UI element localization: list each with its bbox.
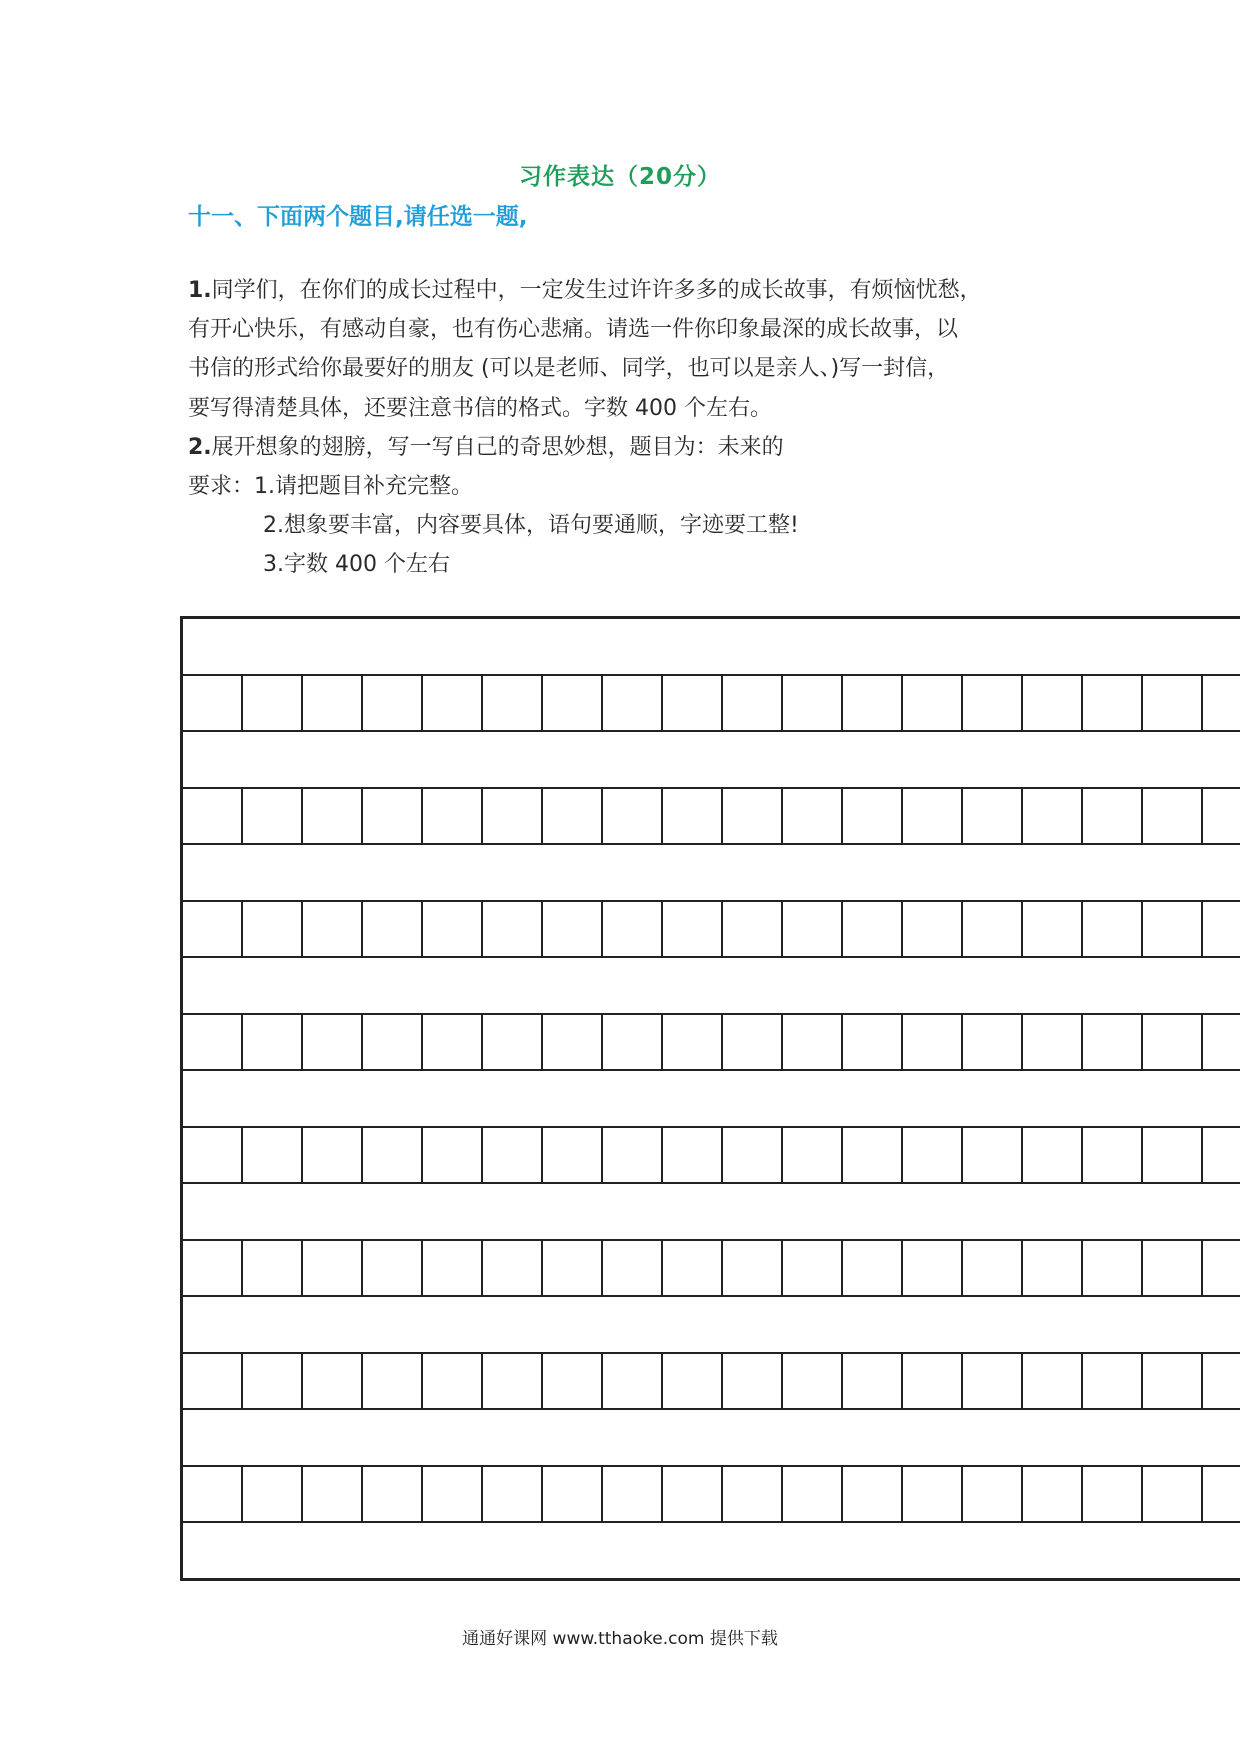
writing-cell[interactable] bbox=[1143, 1467, 1203, 1521]
writing-cell[interactable] bbox=[1023, 902, 1083, 956]
grid-cell-row bbox=[183, 787, 1240, 845]
essay-prompt bbox=[188, 271, 1068, 585]
section-title: 习作表达（20分） bbox=[518, 164, 721, 190]
writing-cell[interactable] bbox=[663, 1015, 723, 1069]
writing-cell[interactable] bbox=[423, 1015, 483, 1069]
writing-cell[interactable] bbox=[243, 1241, 303, 1295]
writing-cell[interactable] bbox=[783, 789, 843, 843]
writing-grid bbox=[180, 616, 1240, 1581]
writing-cell[interactable] bbox=[1203, 676, 1240, 730]
writing-cell[interactable] bbox=[603, 676, 663, 730]
writing-cell[interactable] bbox=[483, 1015, 543, 1069]
writing-cell[interactable] bbox=[1203, 1128, 1240, 1182]
grid-cell-row bbox=[183, 1013, 1240, 1071]
writing-cell[interactable] bbox=[663, 902, 723, 956]
writing-cell[interactable] bbox=[843, 1128, 903, 1182]
writing-cell[interactable] bbox=[723, 902, 783, 956]
writing-cell[interactable] bbox=[483, 676, 543, 730]
grid-cell-row bbox=[183, 1352, 1240, 1410]
writing-cell[interactable] bbox=[1023, 1015, 1083, 1069]
writing-cell[interactable] bbox=[1083, 902, 1143, 956]
option1-line-1: 1.同学们，在你们的成长过程中，一定发生过许许多多的成长故事，有烦恼忧愁， bbox=[188, 278, 982, 303]
writing-cell[interactable] bbox=[903, 1015, 963, 1069]
writing-cell[interactable] bbox=[603, 789, 663, 843]
writing-cell[interactable] bbox=[1143, 1354, 1203, 1408]
grid-cell-row bbox=[183, 1239, 1240, 1297]
writing-cell[interactable] bbox=[663, 1467, 723, 1521]
grid-cell-row bbox=[183, 900, 1240, 958]
writing-cell[interactable] bbox=[963, 676, 1023, 730]
writing-cell[interactable] bbox=[543, 1467, 603, 1521]
writing-cell[interactable] bbox=[783, 1354, 843, 1408]
writing-cell[interactable] bbox=[723, 1467, 783, 1521]
writing-cell[interactable] bbox=[663, 789, 723, 843]
writing-cell[interactable] bbox=[603, 902, 663, 956]
option2-number: 2. bbox=[188, 434, 212, 460]
writing-cell[interactable] bbox=[303, 1241, 363, 1295]
writing-cell[interactable] bbox=[1143, 902, 1203, 956]
writing-cell[interactable] bbox=[483, 902, 543, 956]
writing-cell[interactable] bbox=[1023, 1128, 1083, 1182]
grid-cell-row bbox=[183, 1126, 1240, 1184]
writing-cell[interactable] bbox=[243, 1354, 303, 1408]
writing-cell[interactable] bbox=[1083, 1241, 1143, 1295]
writing-cell[interactable] bbox=[543, 789, 603, 843]
footer-credit: 通通好课网 www.tthaoke.com 提供下载 bbox=[462, 1629, 778, 1649]
writing-cell[interactable] bbox=[723, 1241, 783, 1295]
writing-cell[interactable] bbox=[783, 1128, 843, 1182]
writing-cell[interactable] bbox=[843, 1241, 903, 1295]
writing-cell[interactable] bbox=[603, 1354, 663, 1408]
writing-cell[interactable] bbox=[543, 1015, 603, 1069]
writing-cell[interactable] bbox=[723, 1015, 783, 1069]
option1-line-2: 有开心快乐，有感动自豪，也有伤心悲痛。请选一件你印象最深的成长故事，以 bbox=[188, 317, 959, 343]
writing-cell[interactable] bbox=[363, 1241, 423, 1295]
option1-line-4: 要写得清楚具体，还要注意书信的格式。字数 400 个左右。 bbox=[188, 395, 772, 421]
writing-cell[interactable] bbox=[1203, 1467, 1240, 1521]
writing-cell[interactable] bbox=[963, 1015, 1023, 1069]
writing-cell[interactable] bbox=[783, 1241, 843, 1295]
writing-cell[interactable] bbox=[723, 676, 783, 730]
writing-cell[interactable] bbox=[843, 1015, 903, 1069]
writing-cell[interactable] bbox=[1203, 1241, 1240, 1295]
writing-cell[interactable] bbox=[483, 1467, 543, 1521]
writing-cell[interactable] bbox=[483, 1354, 543, 1408]
writing-cell[interactable] bbox=[423, 1128, 483, 1182]
writing-cell[interactable] bbox=[1143, 1015, 1203, 1069]
writing-cell[interactable] bbox=[843, 789, 903, 843]
writing-cell[interactable] bbox=[1143, 789, 1203, 843]
writing-cell[interactable] bbox=[423, 676, 483, 730]
writing-cell[interactable] bbox=[963, 1467, 1023, 1521]
writing-cell[interactable] bbox=[243, 1128, 303, 1182]
writing-cell[interactable] bbox=[243, 1467, 303, 1521]
writing-cell[interactable] bbox=[303, 789, 363, 843]
grid-spacer-row bbox=[183, 1297, 1240, 1352]
writing-cell[interactable] bbox=[663, 1128, 723, 1182]
grid-spacer-row bbox=[183, 732, 1240, 787]
writing-cell[interactable] bbox=[363, 902, 423, 956]
writing-cell[interactable] bbox=[423, 1467, 483, 1521]
option1-number: 1. bbox=[188, 278, 212, 303]
writing-cell[interactable] bbox=[903, 1241, 963, 1295]
writing-cell[interactable] bbox=[183, 902, 243, 956]
option2-line: 2.展开想象的翅膀，写一写自己的奇思妙想，题目为：未来的 bbox=[188, 434, 784, 460]
writing-cell[interactable] bbox=[183, 1467, 243, 1521]
writing-cell[interactable] bbox=[1083, 1128, 1143, 1182]
writing-cell[interactable] bbox=[363, 1015, 423, 1069]
requirement-3: 3.字数 400 个左右 bbox=[263, 552, 450, 578]
writing-cell[interactable] bbox=[843, 1467, 903, 1521]
writing-cell[interactable] bbox=[1083, 1015, 1143, 1069]
writing-cell[interactable] bbox=[603, 1241, 663, 1295]
writing-cell[interactable] bbox=[243, 902, 303, 956]
writing-cell[interactable] bbox=[423, 902, 483, 956]
writing-cell[interactable] bbox=[843, 902, 903, 956]
writing-cell[interactable] bbox=[363, 676, 423, 730]
writing-cell[interactable] bbox=[303, 902, 363, 956]
writing-cell[interactable] bbox=[843, 1354, 903, 1408]
writing-cell[interactable] bbox=[303, 1467, 363, 1521]
writing-cell[interactable] bbox=[363, 789, 423, 843]
writing-cell[interactable] bbox=[183, 1241, 243, 1295]
writing-cell[interactable] bbox=[423, 1354, 483, 1408]
writing-cell[interactable] bbox=[363, 1128, 423, 1182]
grid-spacer-row bbox=[183, 958, 1240, 1013]
writing-cell[interactable] bbox=[423, 789, 483, 843]
writing-cell[interactable] bbox=[1143, 1241, 1203, 1295]
grid-spacer-row bbox=[183, 1523, 1240, 1578]
writing-cell[interactable] bbox=[903, 1354, 963, 1408]
writing-cell[interactable] bbox=[423, 1241, 483, 1295]
question-heading: 十一、下面两个题目,请任选一题, bbox=[188, 204, 528, 230]
writing-cell[interactable] bbox=[1203, 1015, 1240, 1069]
writing-cell[interactable] bbox=[963, 1354, 1023, 1408]
writing-cell[interactable] bbox=[363, 1467, 423, 1521]
writing-cell[interactable] bbox=[243, 789, 303, 843]
writing-cell[interactable] bbox=[1203, 902, 1240, 956]
writing-cell[interactable] bbox=[1143, 1128, 1203, 1182]
requirement-1: 要求：1.请把题目补充完整。 bbox=[188, 474, 474, 500]
writing-cell[interactable] bbox=[303, 1015, 363, 1069]
grid-spacer-row bbox=[183, 845, 1240, 900]
writing-cell[interactable] bbox=[783, 676, 843, 730]
writing-cell[interactable] bbox=[1023, 789, 1083, 843]
writing-cell[interactable] bbox=[1023, 1354, 1083, 1408]
writing-cell[interactable] bbox=[963, 1128, 1023, 1182]
writing-cell[interactable] bbox=[183, 676, 243, 730]
writing-cell[interactable] bbox=[783, 902, 843, 956]
writing-cell[interactable] bbox=[543, 902, 603, 956]
writing-cell[interactable] bbox=[243, 1015, 303, 1069]
writing-cell[interactable] bbox=[1083, 676, 1143, 730]
writing-cell[interactable] bbox=[903, 1128, 963, 1182]
writing-cell[interactable] bbox=[303, 1354, 363, 1408]
grid-cell-row bbox=[183, 674, 1240, 732]
grid-spacer-row bbox=[183, 619, 1240, 674]
writing-cell[interactable] bbox=[843, 676, 903, 730]
writing-cell[interactable] bbox=[363, 1354, 423, 1408]
writing-cell[interactable] bbox=[903, 676, 963, 730]
writing-cell[interactable] bbox=[1083, 1354, 1143, 1408]
option1-line-3: 书信的形式给你最要好的朋友 (可以是老师、同学，也可以是亲人、)写一封信， bbox=[188, 356, 950, 382]
writing-cell[interactable] bbox=[963, 789, 1023, 843]
writing-cell[interactable] bbox=[963, 902, 1023, 956]
writing-cell[interactable] bbox=[483, 789, 543, 843]
writing-cell[interactable] bbox=[723, 1354, 783, 1408]
grid-spacer-row bbox=[183, 1410, 1240, 1465]
writing-cell[interactable] bbox=[783, 1015, 843, 1069]
writing-cell[interactable] bbox=[1083, 1467, 1143, 1521]
requirement-2: 2.想象要丰富，内容要具体，语句要通顺，字迹要工整! bbox=[263, 513, 799, 539]
grid-cell-row bbox=[183, 1465, 1240, 1523]
grid-spacer-row bbox=[183, 1071, 1240, 1126]
writing-cell[interactable] bbox=[183, 1128, 243, 1182]
writing-cell[interactable] bbox=[243, 676, 303, 730]
writing-cell[interactable] bbox=[483, 1241, 543, 1295]
writing-cell[interactable] bbox=[1083, 789, 1143, 843]
writing-cell[interactable] bbox=[543, 1241, 603, 1295]
writing-cell[interactable] bbox=[903, 1467, 963, 1521]
writing-cell[interactable] bbox=[723, 789, 783, 843]
writing-cell[interactable] bbox=[183, 1354, 243, 1408]
writing-cell[interactable] bbox=[663, 1354, 723, 1408]
writing-cell[interactable] bbox=[903, 902, 963, 956]
writing-cell[interactable] bbox=[603, 1015, 663, 1069]
writing-cell[interactable] bbox=[303, 1128, 363, 1182]
writing-cell[interactable] bbox=[603, 1467, 663, 1521]
writing-cell[interactable] bbox=[783, 1467, 843, 1521]
writing-cell[interactable] bbox=[603, 1128, 663, 1182]
writing-cell[interactable] bbox=[723, 1128, 783, 1182]
writing-cell[interactable] bbox=[663, 676, 723, 730]
writing-cell[interactable] bbox=[1143, 676, 1203, 730]
writing-cell[interactable] bbox=[1203, 1354, 1240, 1408]
writing-cell[interactable] bbox=[1023, 1467, 1083, 1521]
writing-cell[interactable] bbox=[1023, 1241, 1083, 1295]
writing-cell[interactable] bbox=[663, 1241, 723, 1295]
writing-cell[interactable] bbox=[903, 789, 963, 843]
requirements-label: 要求： bbox=[188, 474, 255, 500]
writing-cell[interactable] bbox=[483, 1128, 543, 1182]
writing-cell[interactable] bbox=[183, 1015, 243, 1069]
writing-cell[interactable] bbox=[183, 789, 243, 843]
writing-cell[interactable] bbox=[963, 1241, 1023, 1295]
writing-cell[interactable] bbox=[543, 1354, 603, 1408]
writing-cell[interactable] bbox=[1203, 789, 1240, 843]
writing-cell[interactable] bbox=[303, 676, 363, 730]
writing-cell[interactable] bbox=[543, 676, 603, 730]
writing-cell[interactable] bbox=[543, 1128, 603, 1182]
grid-spacer-row bbox=[183, 1184, 1240, 1239]
writing-cell[interactable] bbox=[1023, 676, 1083, 730]
